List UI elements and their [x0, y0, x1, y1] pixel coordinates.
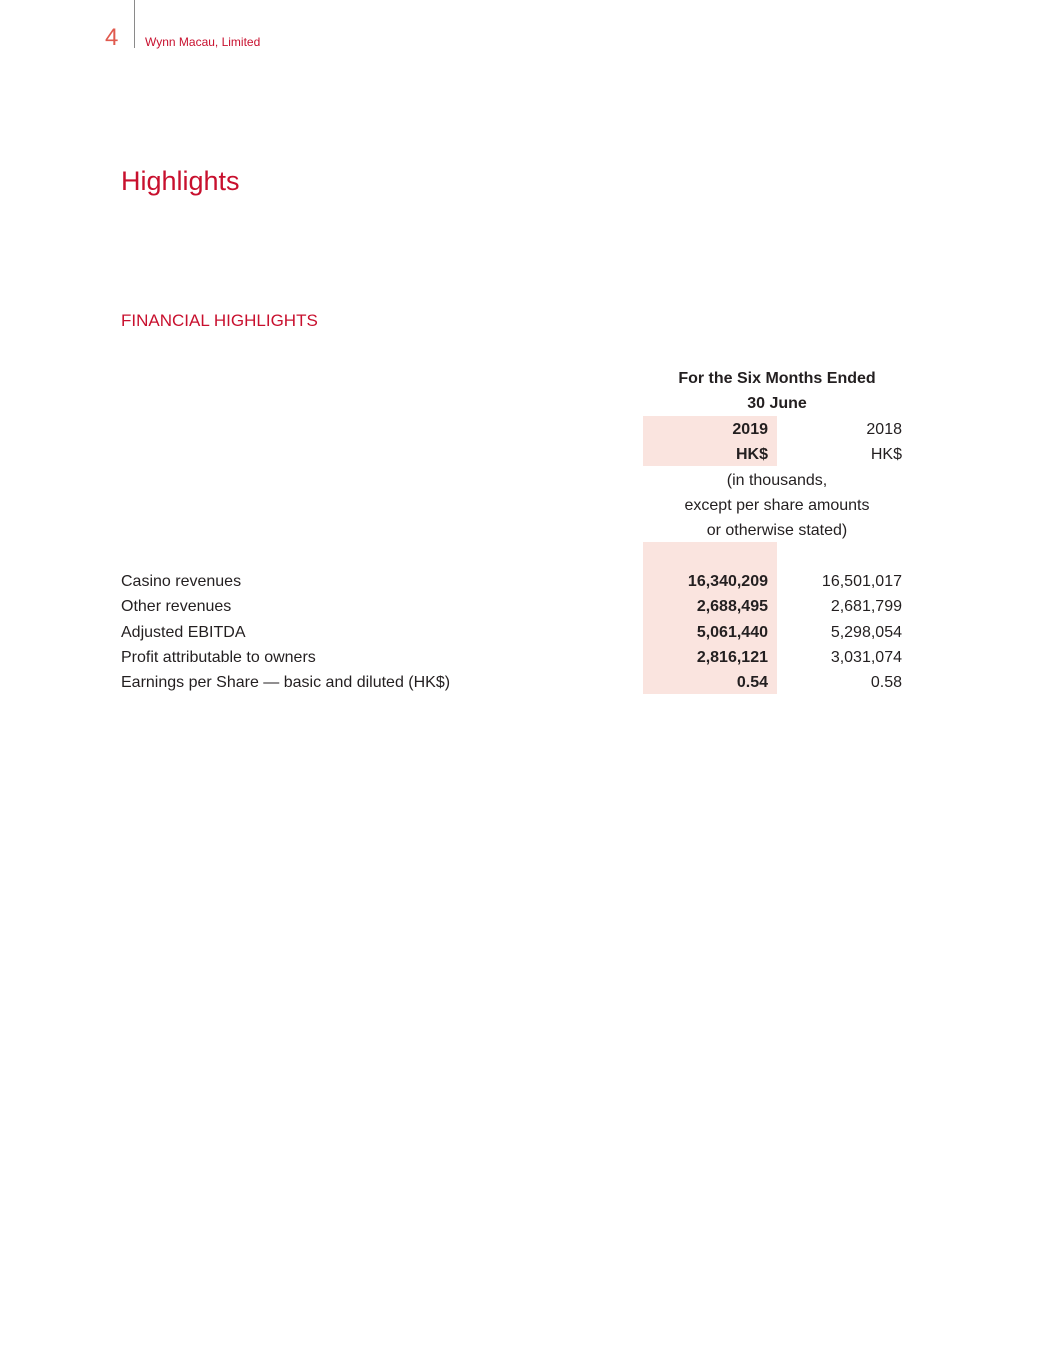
row-value-2019: 2,688,495 [696, 598, 768, 615]
row-value-2018: 5,298,054 [830, 624, 902, 641]
row-value-2018: 3,031,074 [830, 649, 902, 666]
section-heading: FINANCIAL HIGHLIGHTS [121, 311, 318, 330]
row-value-2018: 16,501,017 [821, 573, 902, 590]
row-label: Profit attributable to owners [121, 649, 316, 666]
page-title: Highlights [121, 166, 240, 196]
year-2018-header: 2018 [866, 421, 902, 438]
period-heading-line2: 30 June [747, 395, 807, 412]
row-label: Earnings per Share — basic and diluted (HK$) [121, 674, 451, 691]
row-value-2019: 5,061,440 [696, 624, 768, 641]
row-value-2019: 0.54 [736, 674, 768, 691]
row-label: Adjusted EBITDA [121, 624, 246, 641]
year-2019-header: 2019 [732, 421, 768, 438]
row-label: Other revenues [121, 598, 232, 615]
row-value-2019: 2,816,121 [696, 649, 768, 666]
company-name: Wynn Macau, Limited [145, 35, 261, 49]
unit-note-line2: except per share amounts [684, 497, 870, 514]
page-number: 4 [105, 24, 119, 51]
unit-note-line1: (in thousands, [726, 472, 828, 489]
period-heading-line1: For the Six Months Ended [678, 370, 876, 387]
row-value-2019: 16,340,209 [687, 573, 768, 590]
row-label: Casino revenues [121, 573, 242, 590]
currency-2018-header: HK$ [870, 446, 902, 463]
header-divider [134, 0, 135, 48]
row-value-2018: 0.58 [870, 674, 902, 691]
unit-note-line3: or otherwise stated) [706, 522, 848, 539]
currency-2019-header: HK$ [735, 446, 768, 463]
row-value-2018: 2,681,799 [830, 598, 902, 615]
